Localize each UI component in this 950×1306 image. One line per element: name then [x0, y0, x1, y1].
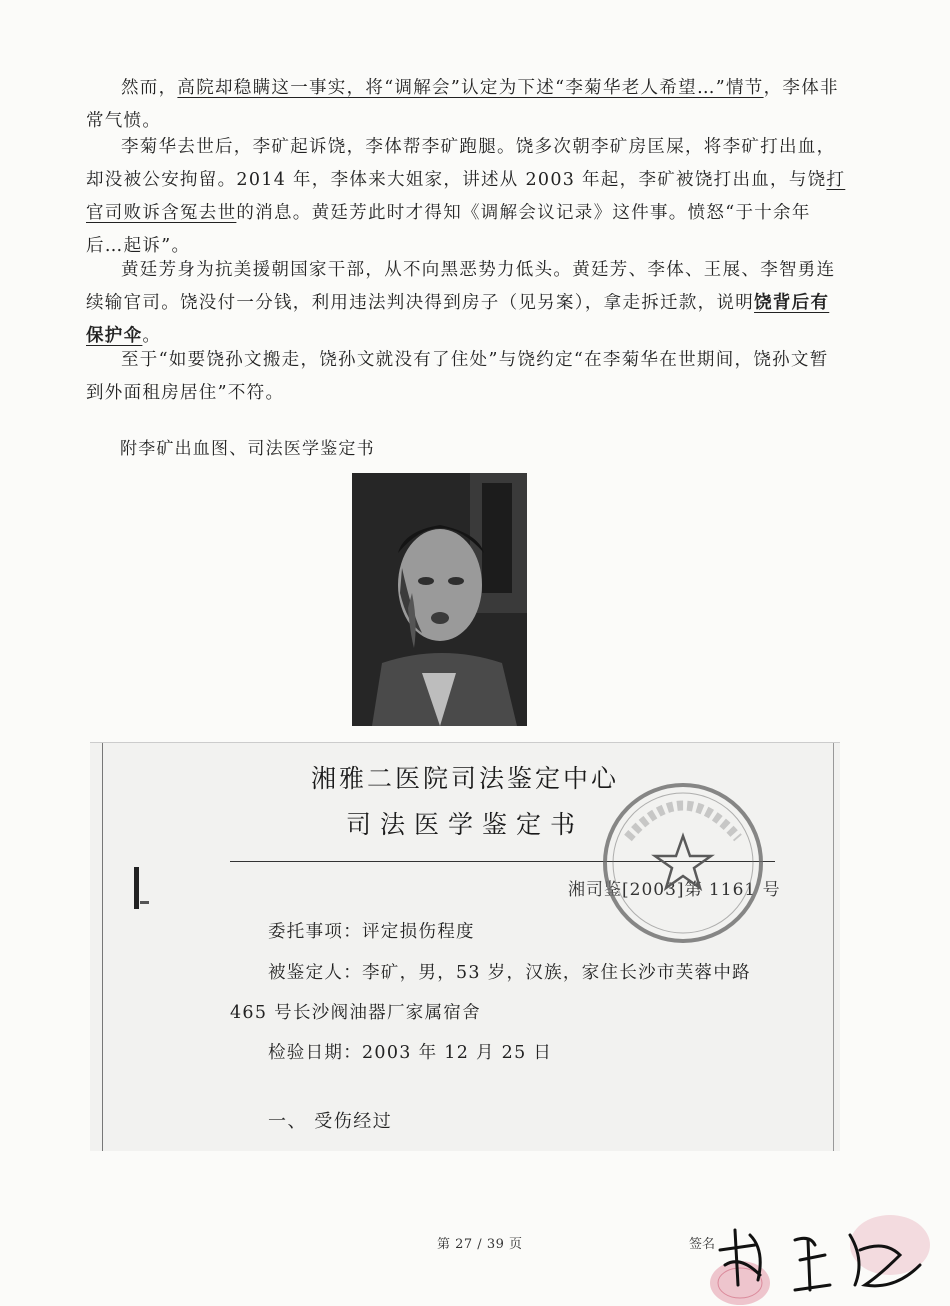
official-seal-icon — [598, 778, 768, 948]
date-value: 2003 年 12 月 25 日 — [362, 1043, 553, 1063]
date-row — [268, 1039, 552, 1064]
p3-part2: 。 — [142, 326, 162, 346]
subject-value-line1: 李矿，男，53 岁，汉族，家住长沙市芙蓉中路 — [362, 963, 751, 983]
paragraph-3 — [86, 254, 846, 353]
injury-photo — [352, 473, 527, 726]
entrust-label: 委托事项： — [268, 922, 362, 942]
paragraph-1 — [86, 72, 846, 138]
report-number: 湘司鉴[2003]第 1161 号 — [568, 880, 781, 900]
section-heading: 一、 受伤经过 — [268, 1111, 393, 1132]
binder-mark — [134, 867, 139, 909]
binder-dot — [140, 901, 149, 904]
p2-part1: 李菊华去世后，李矿起诉饶，李体帮李矿跑腿。饶多次朝李矿房匡屎，将李矿打出血，却没被公安拘留。2014 年，李体来大姐家，讲述从 2003 年起，李矿被饶打出血，与饶 — [86, 137, 836, 190]
page-number: 第 27 / 39 页 — [437, 1237, 523, 1252]
subject-value-line2: 465 号长沙阀油器厂家属宿舍 — [230, 1003, 481, 1023]
paragraph-2 — [86, 131, 846, 263]
report-institution: 湘雅二医院司法鉴定中心 — [310, 764, 619, 793]
p1-tail: ，李体非常气愤。 — [86, 78, 839, 131]
handwritten-signature-icon — [700, 1205, 940, 1305]
p3-emphasis: 饶背后有保护伞 — [86, 293, 830, 346]
date-label: 检验日期： — [268, 1043, 362, 1063]
subject-label: 被鉴定人： — [268, 963, 362, 983]
paragraph-4: 至于“如要饶孙文搬走，饶孙文就没有了住处”与饶约定“在李菊华在世期间，饶孙文暂到外面租房居住”不符。 — [86, 350, 829, 403]
p3-part1: 黄廷芳身为抗美援朝国家干部，从不向黑恶势力低头。黄廷芳、李体、王展、李智勇连续输官司。饶没付一分钱，利用违法判决得到房子（见另案），拿走拆迁款，说明 — [86, 260, 836, 313]
p1-underlined: 高院却稳瞒这一事实，将“调解会”认定为下述“李菊华老人希望…”情节 — [177, 78, 764, 98]
entrust-row — [268, 918, 475, 943]
signature-label: 签名 — [689, 1237, 716, 1252]
attachment-caption: 附李矿出血图、司法医学鉴定书 — [120, 439, 375, 459]
p2-underlined: 打官司败诉含冤去世 — [86, 170, 846, 223]
entrust-value: 评定损伤程度 — [362, 922, 475, 942]
p2-part2: 的消息。黄廷芳此时才得知《调解会议记录》这件事。愤怒“于十余年后…起诉”。 — [86, 203, 811, 256]
subject-row — [268, 959, 751, 984]
report-title: 司法医学鉴定书 — [345, 810, 584, 839]
p1-lead: 然而， — [121, 78, 178, 98]
